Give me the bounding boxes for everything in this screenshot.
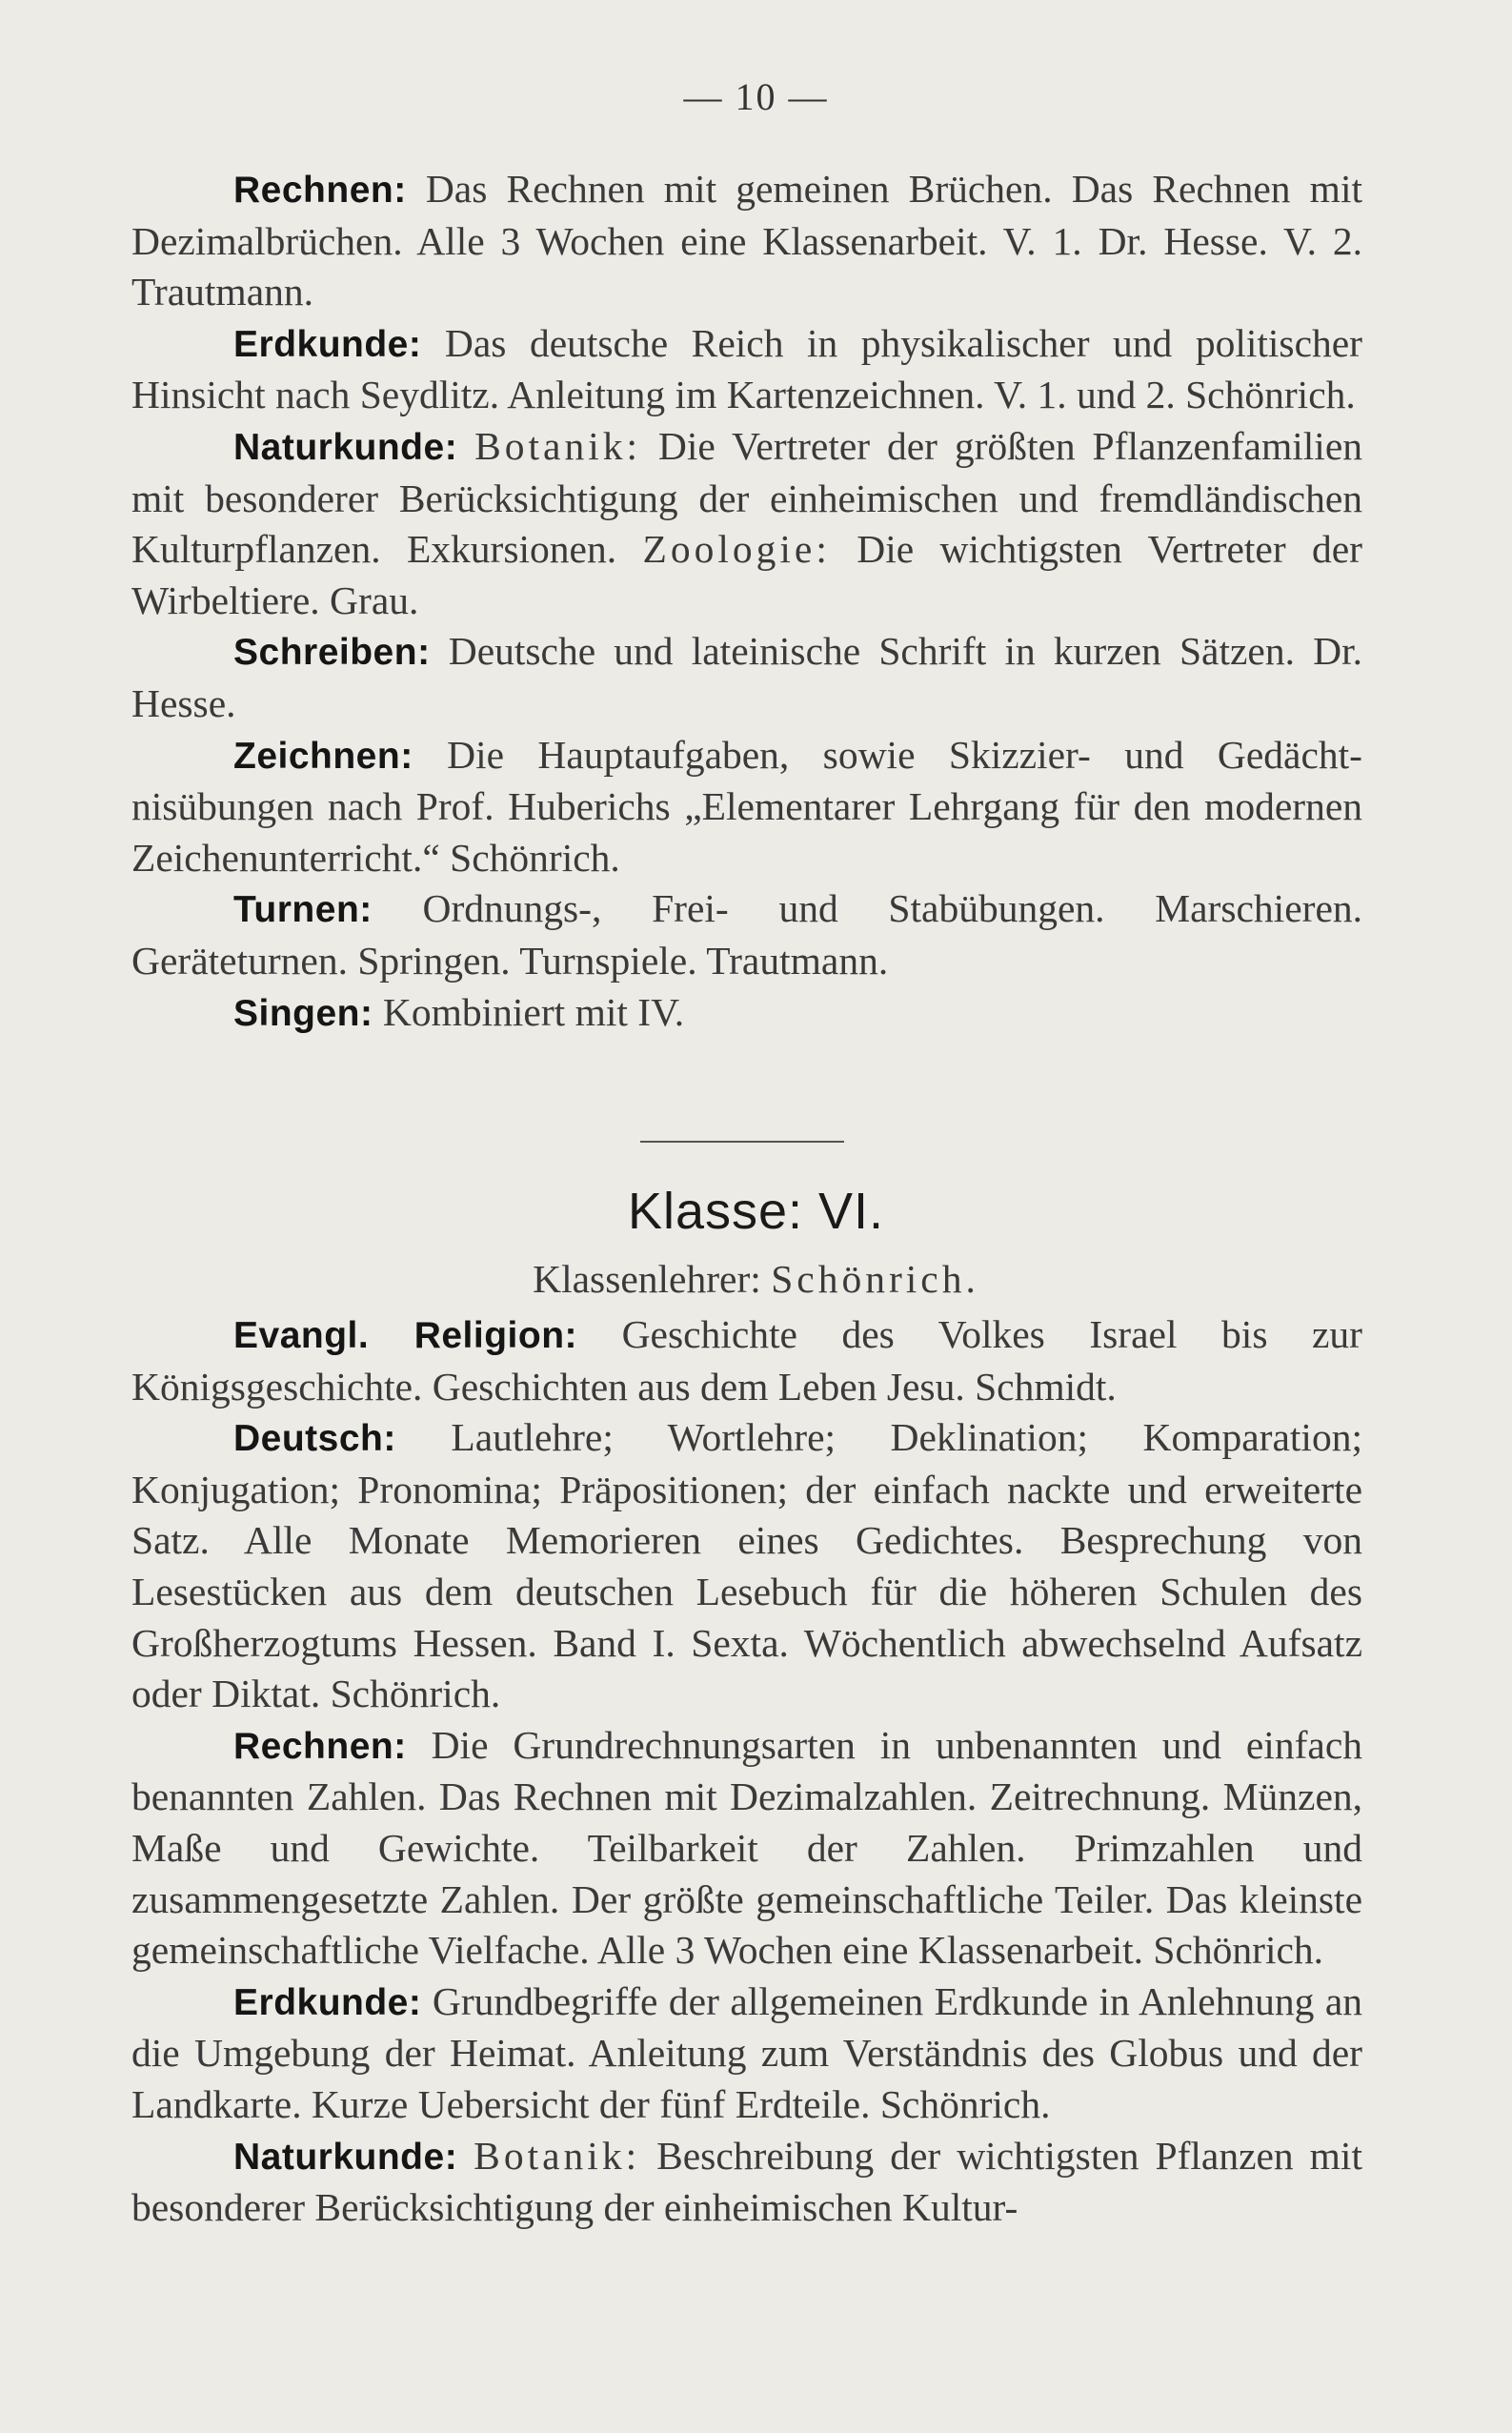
subject-label: Schreiben: — [233, 632, 431, 674]
class-teacher-line — [0, 1256, 1512, 1302]
subject-label: Naturkunde: — [233, 426, 458, 468]
subject-label: Naturkunde: — [233, 2136, 458, 2178]
subject-label: Rechnen: — [233, 170, 407, 211]
section-singen — [131, 987, 1362, 1040]
subject-label: Rechnen: — [233, 1725, 407, 1767]
section-text: Ordnungs-, Frei- und Stabübungen. Marschieren. Geräteturnen. Springen. Turnspiele. Trautmann. — [131, 886, 1362, 983]
section-text: Beschreibung der wichtigsten Pflanzen mit besonderer Berücksichtigung der einheimischen Kultur- — [131, 2133, 1362, 2230]
section-schreiben — [131, 626, 1362, 729]
subject-label: Erdkunde: — [233, 1981, 422, 2023]
section-evangl-religion — [131, 1309, 1362, 1412]
section-text: Die Grundrechnungsarten in unbenannten und einfach benannten Zahlen. Das Rechnen mit Dezimalzahlen. Zeitrechnung. Münzen, Maße und Gewichte. Teilbarkeit der Zahlen. Primzahlen und zusammengesetzte Zahlen. Der größte gemeinschaftliche Teiler. Das kleinste gemeinschaftliche Vielfache. Alle 3 Wochen eine Klassenarbeit. Schönrich. — [131, 1722, 1362, 1973]
class-heading: Klasse: VI. — [627, 1183, 885, 1240]
class-teacher-name: Schönrich. — [771, 1257, 979, 1301]
subject-label: Evangl. Religion: — [233, 1315, 578, 1356]
page-number: — 10 — — [683, 75, 829, 118]
section-text: Lautlehre; Wortlehre; Deklination; Komparation; Konjugation; Pronomina; Präpositionen; der einfach nackte und erweiterte Satz. Alle Monate Memorieren eines Gedichtes. Besprechung von Lesestücken aus dem deutschen Lesebuch für die höheren Schulen des Großherzogtums Hessen. Band I. Sexta. Wöchentlich abwechselnd Aufsatz oder Diktat. Schönrich. — [131, 1415, 1362, 1716]
section-text: Geschichte des Volkes Israel bis zur Königsgeschichte. Geschichten aus dem Leben Jesu. Schmidt. — [131, 1312, 1362, 1409]
class-teacher-label: Klassenlehrer: — [533, 1257, 761, 1301]
lower-sections — [131, 1309, 1362, 2234]
section-rechnen — [131, 1720, 1362, 1977]
section-text: Das deutsche Reich in physikalischer und politischer Hinsicht nach Seydlitz. Anleitung im Kartenzeichnen. V. 1. und 2. Schönrich. — [131, 320, 1362, 417]
section-divider — [640, 1141, 844, 1143]
sub-topic-label: Botanik: — [474, 423, 642, 468]
subject-label: Zeichnen: — [233, 735, 413, 777]
section-zeichnen — [131, 730, 1362, 884]
upper-sections — [131, 164, 1362, 1039]
section-naturkunde — [131, 421, 1362, 626]
section-erdkunde — [131, 318, 1362, 421]
section-text: Die wichtigsten Vertreter der Wirbeltiere. Grau. — [131, 527, 1362, 622]
section-text: Die Vertreter der größten Pflanzenfamilien mit besonderer Berücksichtigung der einheimischen und fremdländischen Kulturpflanzen. Exkursionen. — [131, 423, 1363, 572]
section-deutsch — [131, 1412, 1362, 1720]
section-text: Kombiniert mit IV. — [382, 989, 685, 1034]
section-text: Grundbegriffe der allgemeinen Erdkunde in Anlehnung an die Umgebung der Heimat. Anleitung zum Verständnis des Globus und der Landkarte. Kurze Uebersicht der fünf Erdteile. Schönrich. — [131, 1978, 1363, 2126]
subject-label: Erdkunde: — [233, 323, 422, 365]
section-rechnen — [131, 164, 1362, 318]
section-text: Das Rechnen mit gemeinen Brüchen. Das Rechnen mit Dezimalbrüchen. Alle 3 Wochen eine Klassenarbeit. V. 1. Dr. Hesse. V. 2. Trautmann. — [131, 167, 1362, 314]
subject-label: Turnen: — [233, 889, 373, 931]
sub-topic-label: Zoologie: — [642, 527, 831, 572]
section-text: Die Hauptaufgaben, sowie Skizzier- und Gedächtnisübungen nach Prof. Huberichs „Elementarer Lehrgang für den modernen Zeichenunterricht.“ Schönrich. — [131, 732, 1362, 880]
section-text: Deutsche und lateinische Schrift in kurzen Sätzen. Dr. Hesse. — [131, 629, 1362, 725]
sub-topic-label: Botanik: — [474, 2133, 641, 2178]
section-erdkunde — [131, 1977, 1362, 2131]
subject-label: Deutsch: — [233, 1418, 396, 1460]
subject-label: Singen: — [233, 992, 373, 1034]
section-turnen — [131, 883, 1362, 986]
section-naturkunde — [131, 2131, 1362, 2234]
